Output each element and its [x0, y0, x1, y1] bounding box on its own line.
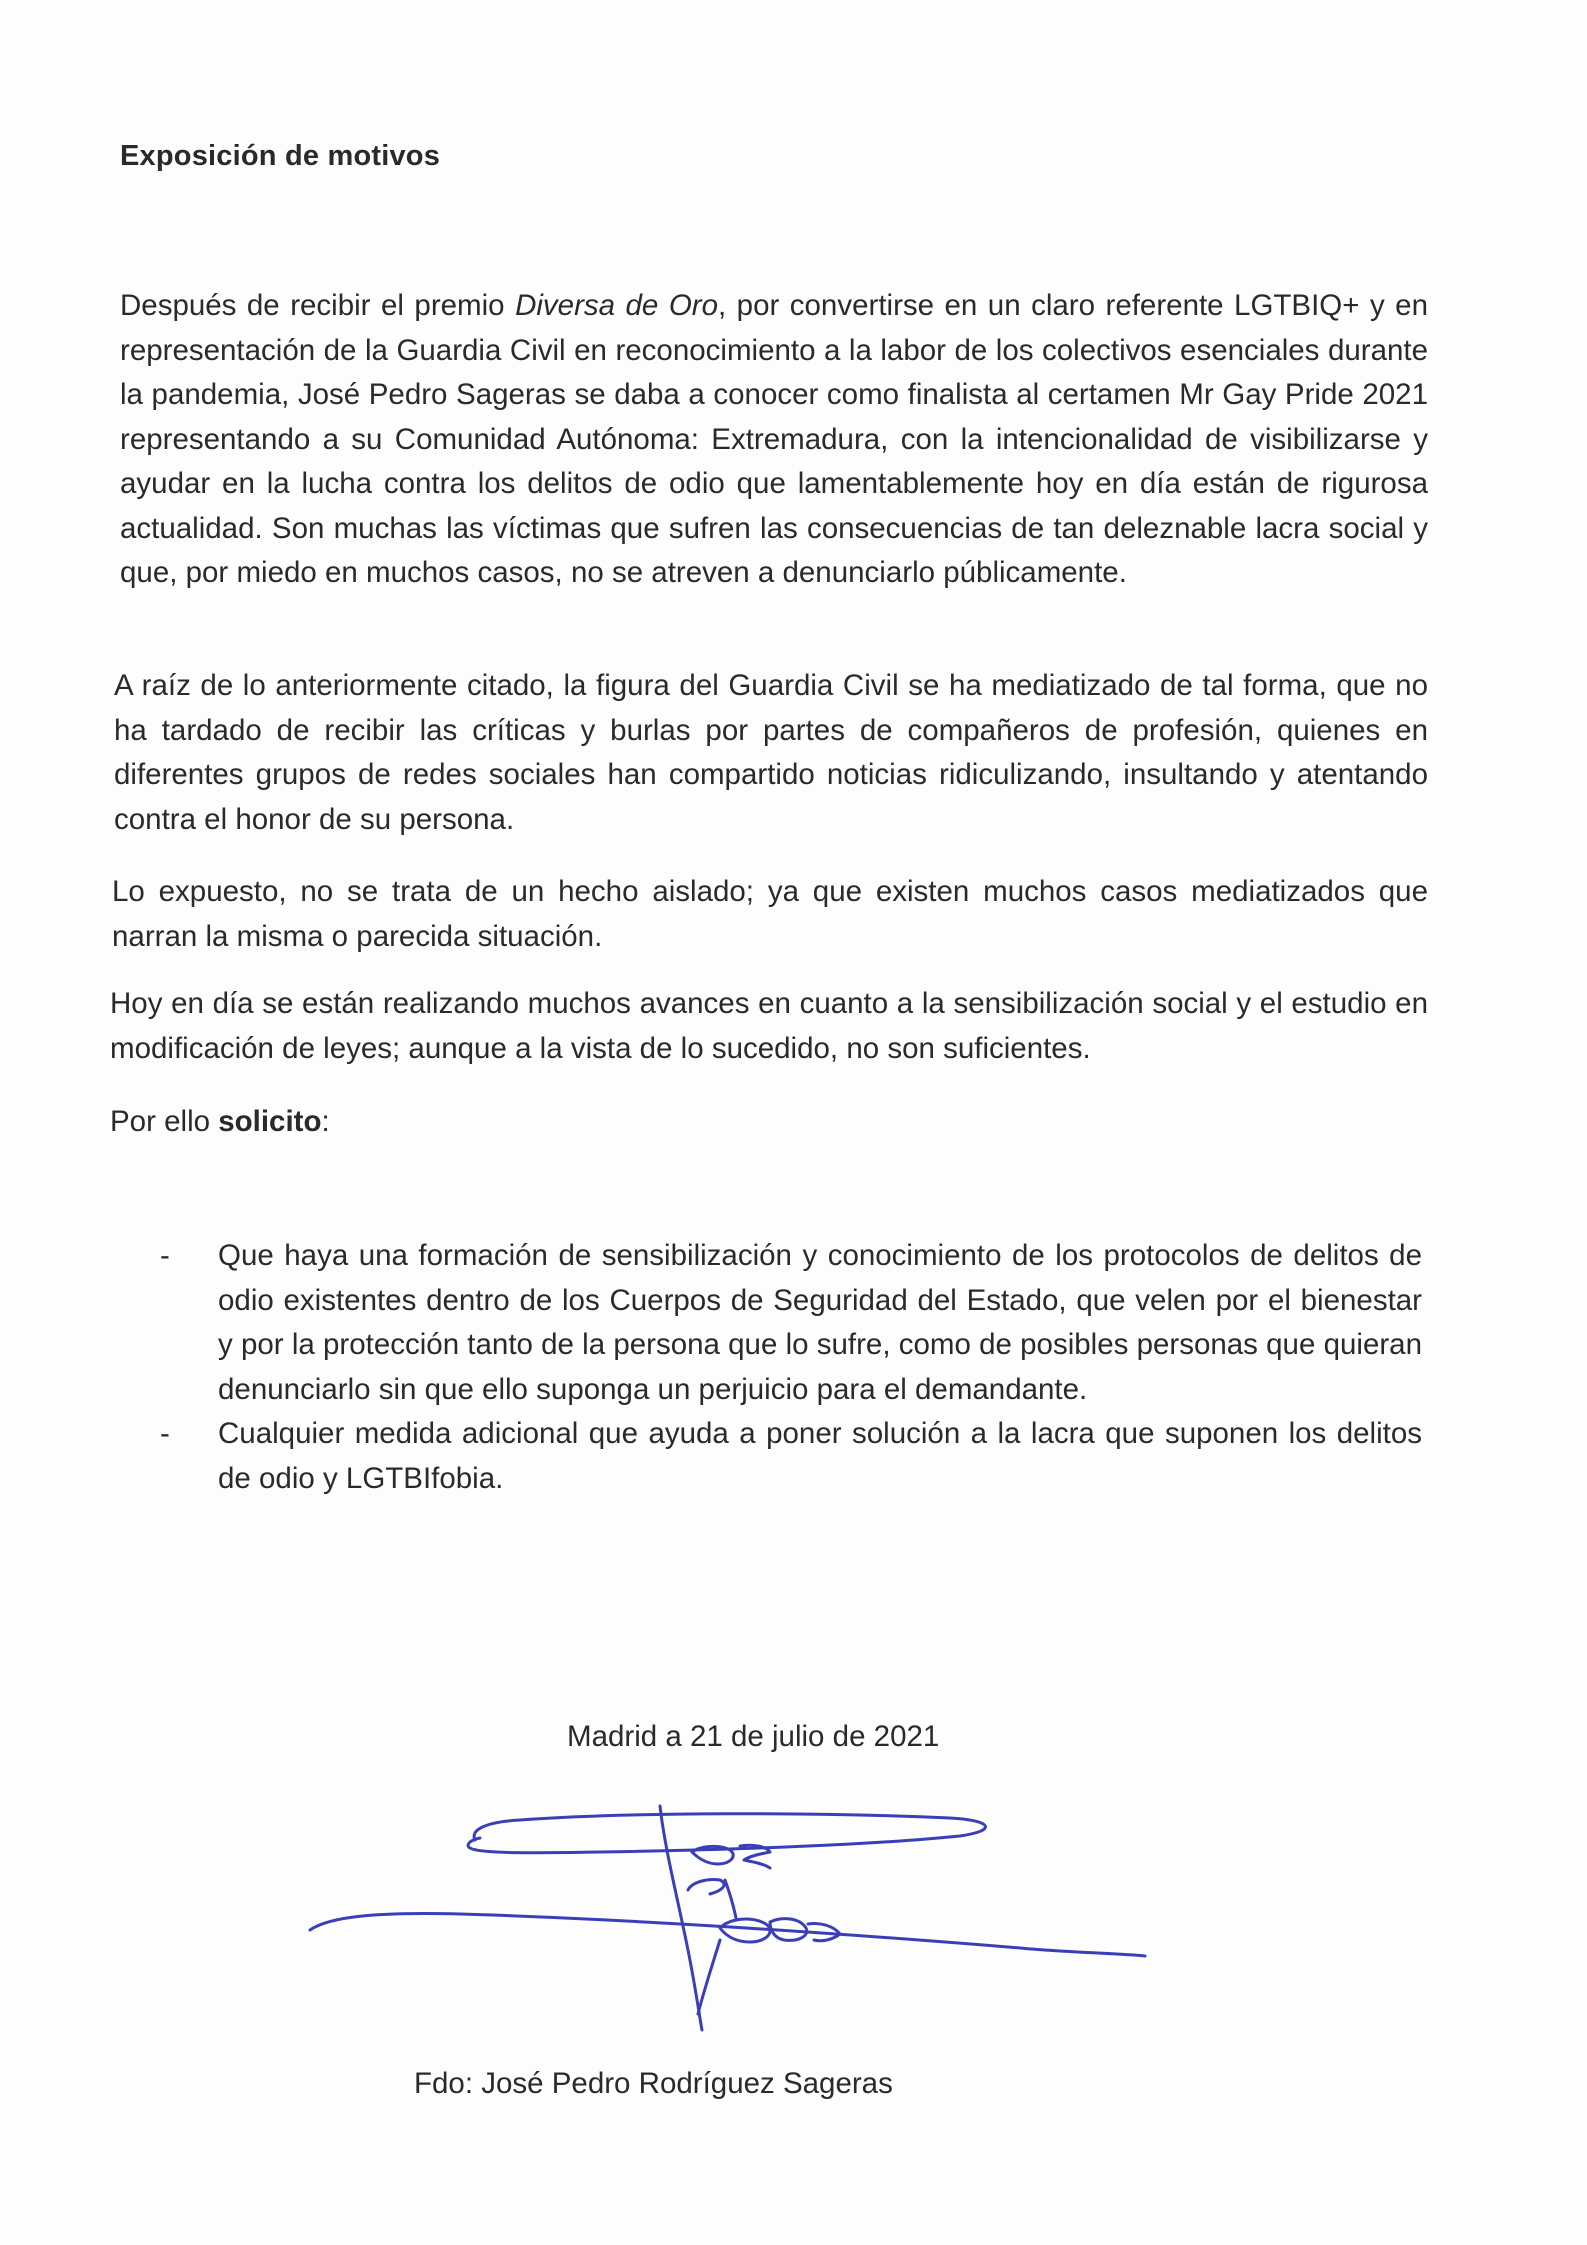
- request-intro-text: Por ello: [110, 1105, 219, 1138]
- paragraph-award-part1: Después de recibir el premio: [120, 289, 516, 322]
- section-heading: Exposición de motivos: [120, 140, 441, 172]
- bullet-dash: -: [160, 1239, 170, 1272]
- bullet-dash: -: [160, 1417, 170, 1450]
- signer-name: Fdo: José Pedro Rodríguez Sageras: [414, 2067, 893, 2100]
- place-date: Madrid a 21 de julio de 2021: [567, 1720, 940, 1753]
- paragraph-advances: Hoy en día se están realizando muchos avances en cuanto a la sensibilización social y el estudio en modificación de leyes; aunque a la vista de lo sucedido, no son suficientes.: [110, 987, 1428, 1065]
- list-item-text: Que haya una formación de sensibilización y conocimiento de los protocolos de delitos de odio existentes dentro de los Cuerpos de Seguridad del Estado, que velen por el bienestar y por la protección tanto de la persona que lo sufre, como de posibles personas que quieran denunciarlo sin que ello suponga un perjuicio para el demandante.: [218, 1239, 1422, 1406]
- handwritten-signature: [300, 1790, 1160, 2050]
- list-item: [160, 1234, 1422, 1412]
- paragraph-award-part2: , por convertirse en un claro referente LGTBIQ+ y en representación de la Guardia Civil en reconocimiento a la labor de los colectivos esenciales durante la pandemia, José Pedro Sageras se daba a conocer como finalista al certamen Mr Gay Pride 2021 representando a su Comunidad Autónoma: Extremadura, con la intencionalidad de visibilizarse y ayudar en la lucha contra los delitos de odio que lamentablemente hoy en día están de rigurosa actualidad. Son muchas las víctimas que sufren las consecuencias de tan deleznable lacra social y que, por miedo en muchos casos, no se atreven a denunciarlo públicamente.: [120, 289, 1428, 589]
- request-intro: [110, 1100, 330, 1145]
- paragraph-award: [120, 284, 1428, 596]
- list-item-text: Cualquier medida adicional que ayuda a poner solución a la lacra que suponen los delitos de odio y LGTBIfobia.: [218, 1417, 1422, 1495]
- request-list: [160, 1234, 1422, 1501]
- request-colon: :: [321, 1105, 330, 1138]
- award-name: Diversa de Oro: [515, 289, 718, 322]
- paragraph-not-isolated: Lo expuesto, no se trata de un hecho aislado; ya que existen muchos casos mediatizados que narran la misma o parecida situación.: [112, 875, 1428, 953]
- paragraph-criticism: A raíz de lo anteriormente citado, la figura del Guardia Civil se ha mediatizado de tal forma, que no ha tardado de recibir las críticas y burlas por partes de compañeros de profesión, quienes en diferentes grupos de redes sociales han compartido noticias ridiculizando, insultando y atentando contra el honor de su persona.: [114, 669, 1428, 836]
- request-keyword: solicito: [218, 1105, 322, 1138]
- list-item: [160, 1412, 1422, 1501]
